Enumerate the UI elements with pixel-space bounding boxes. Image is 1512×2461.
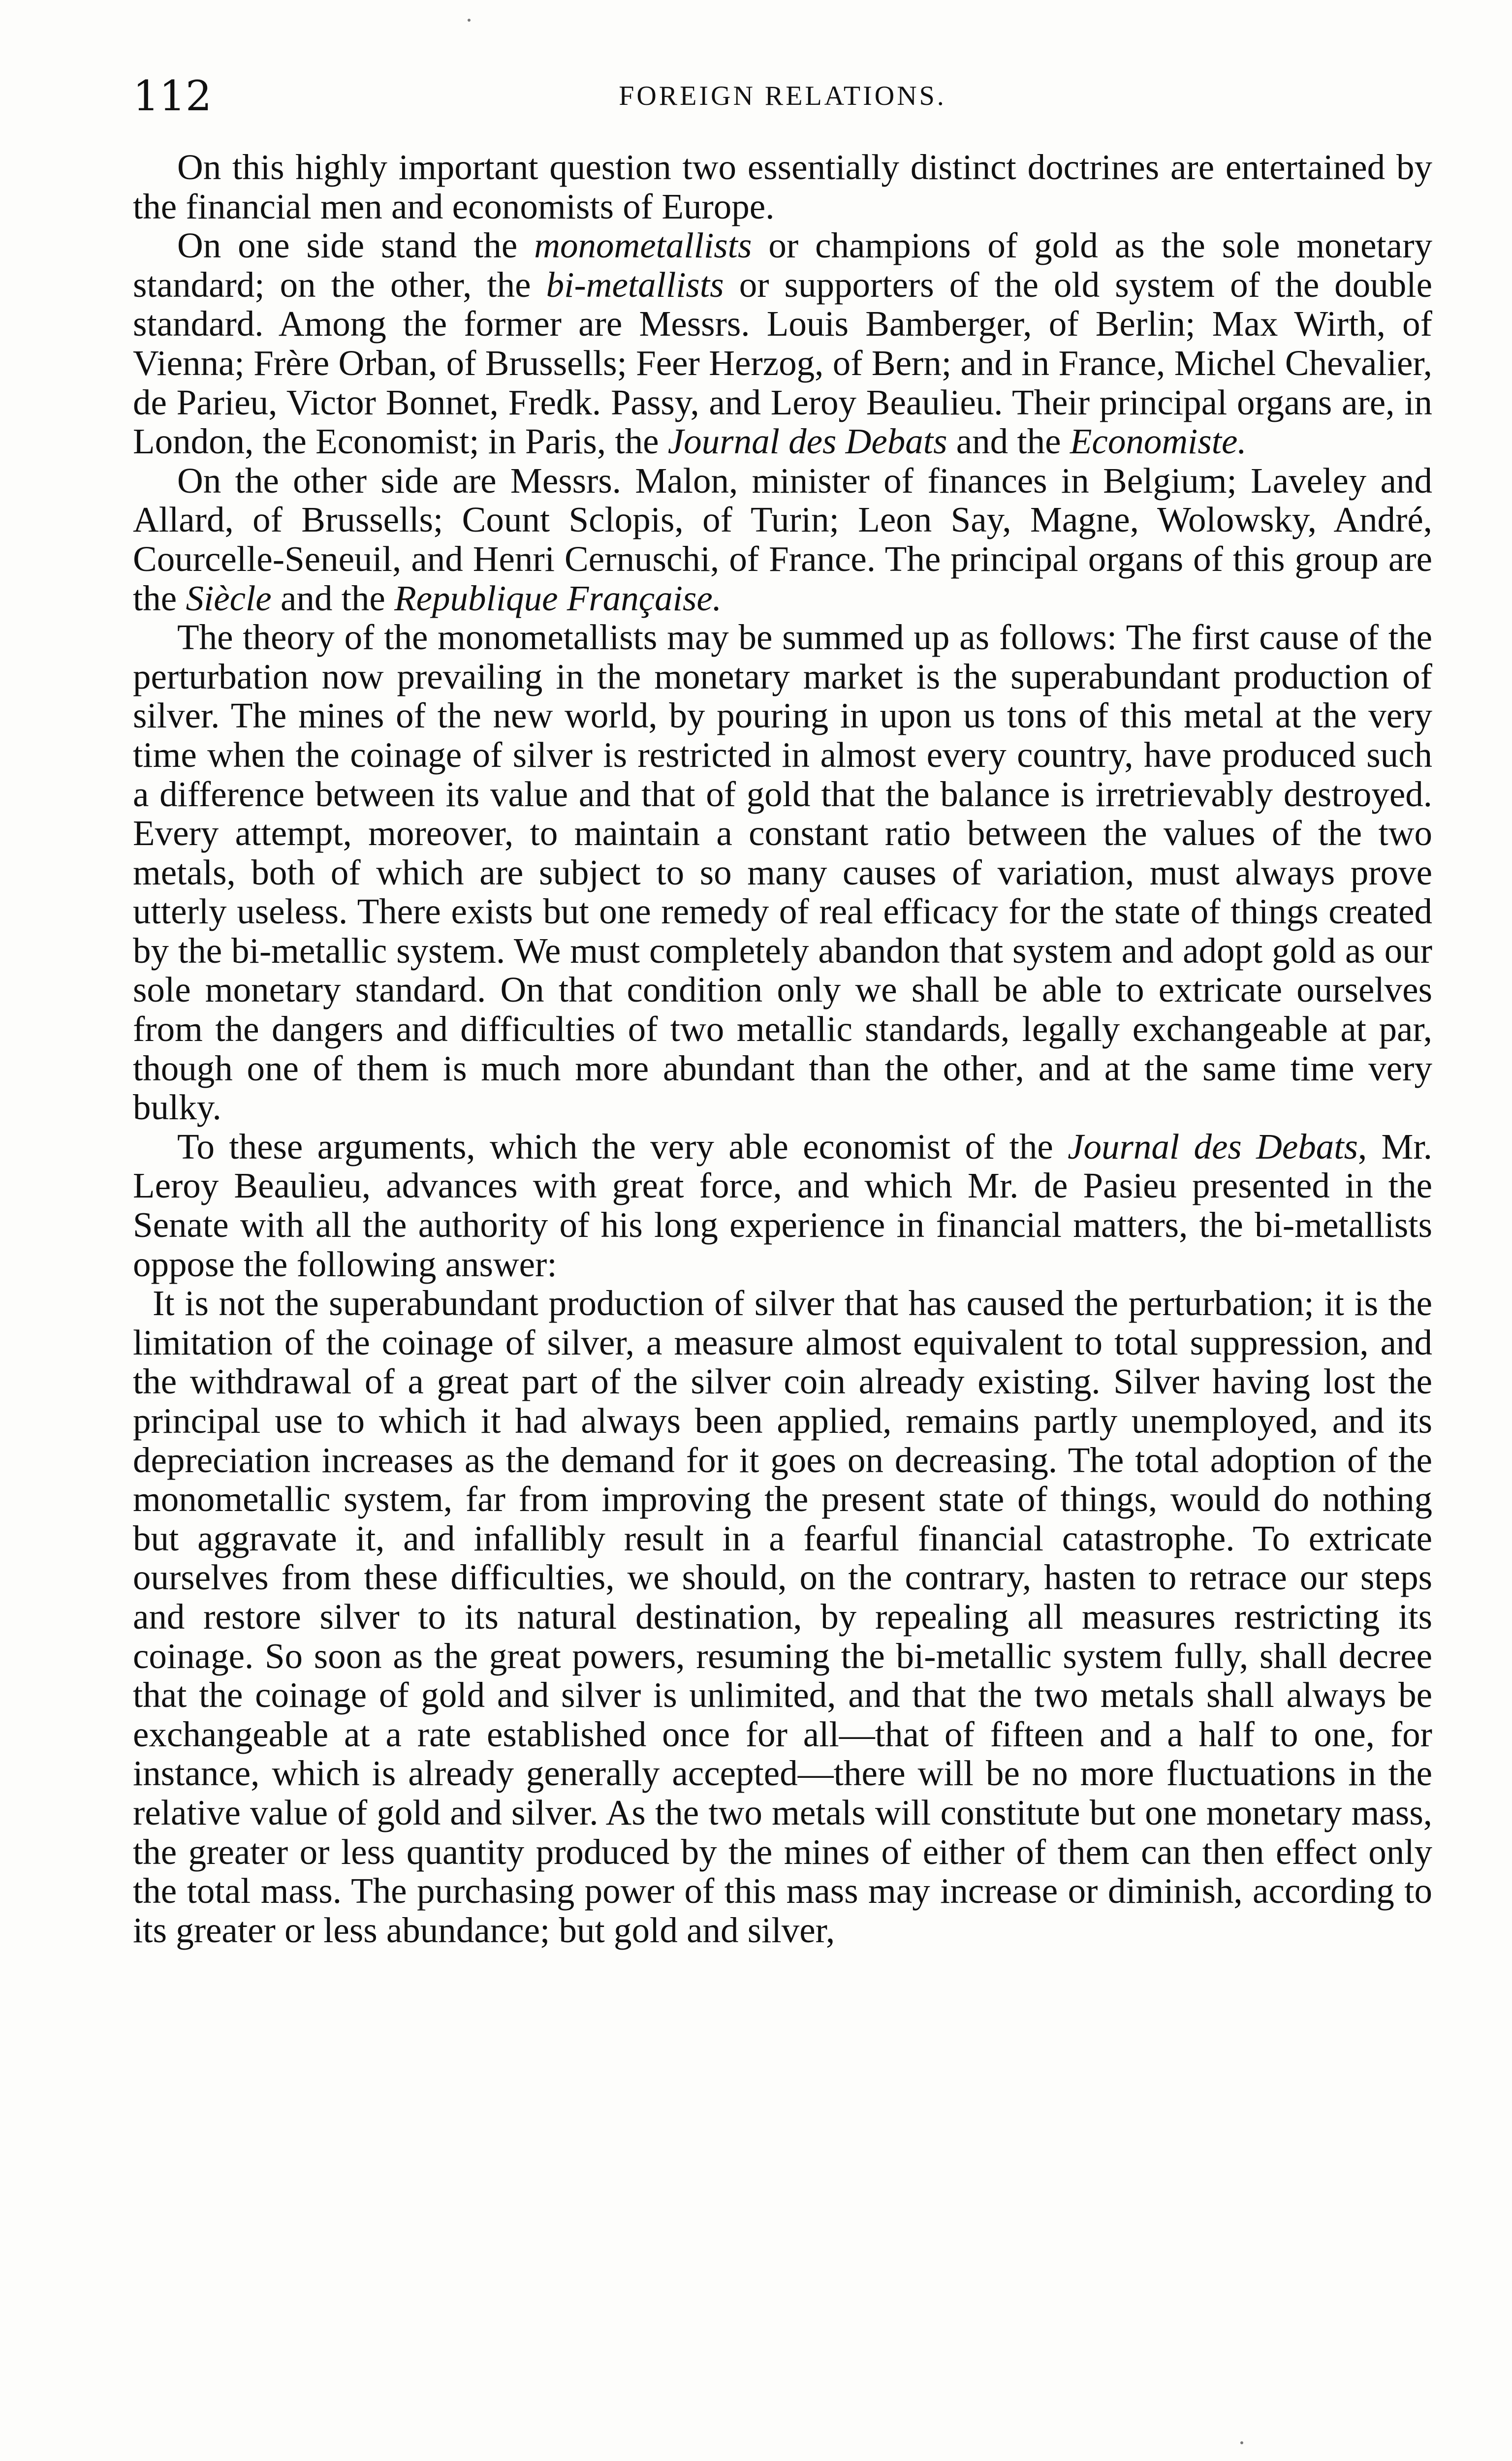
italic-text: Economiste. (1070, 421, 1247, 462)
paragraph (133, 148, 1432, 226)
print-speck (468, 19, 471, 22)
italic-text: Siècle (186, 578, 272, 618)
text-run: and the (271, 578, 395, 618)
text-run: On the other side are Messrs. Malon, minister of finances in Belgium; Laveley and Allard, of Brussells; Count Sclopis, of Turin; Leon Say, Magne, Wolowsky, André, Courcelle-Seneuil, and Henri Cernuschi, of France. The principal organs of this group are the (133, 460, 1432, 618)
paragraph (133, 1284, 1432, 1950)
italic-text: bi-metallists (546, 264, 724, 305)
text-run: On this highly important question two essentially distinct doctrines are entertained by the financial men and economists of Europe. (133, 147, 1432, 226)
paragraph (133, 618, 1432, 1127)
print-speck (1240, 2441, 1243, 2444)
body-text (133, 148, 1432, 1950)
paragraph (133, 226, 1432, 461)
page-number: 112 (133, 72, 212, 120)
text-run: , Mr. Leroy Beaulieu, advances with great force, and which Mr. de Pasieu presented in the Senate with all the authority of his long experience in financial matters, the bi-metallists oppose the following answer: (133, 1126, 1432, 1284)
text-run: The theory of the monometallists may be summed up as follows: The first cause of the perturbation now prevailing in the monetary market is the superabundant production of silver. The mines of the new world, by pouring in upon us tons of this metal at the very time when the coinage of silver is restricted in almost every country, have produced such a difference between its value and that of gold that the balance is irretrievably destroyed. Every attempt, moreover, to maintain a constant ratio between the values of the two metals, both of which are subject to so many causes of variation, must always prove utterly useless. There exists but one remedy of real efficacy for the state of things created by the bi-metallic system. We must completely abandon that system and adopt gold as our sole monetary standard. On that condition only we shall be able to extricate ourselves from the dangers and difficulties of two metallic standards, legally exchangeable at par, though one of them is much more abundant than the other, and at the same time very bulky. (133, 617, 1432, 1128)
text-run: On one side stand the (177, 225, 535, 266)
italic-text: Journal des Debats (1068, 1126, 1358, 1167)
running-title: FOREIGN RELATIONS. (619, 81, 946, 111)
italic-text: Journal des Debats (667, 421, 947, 462)
italic-text: Republique Française. (394, 578, 722, 618)
paragraph (133, 461, 1432, 618)
text-run: or champions of gold as the sole monetary standard; on the other, the (133, 225, 1433, 305)
text-run: It is not the superabundant production of silver that has caused the perturbation; it is the limitation of the coinage of silver, a measure almost equivalent to total suppression, and the withdrawal of a great part of the silver coin already existing. Silver having lost the principal use to which it had always been applied, remains partly unemployed, and its depreciation increases as the demand for it goes on decreasing. The total adoption of the monometallic system, far from improving the present state of things, would do nothing but aggravate it, and infallibly result in a fearful financial catastrophe. To extricate ourselves from these difficulties, we should, on the contrary, hasten to retrace our steps and restore silver to its natural destination, by repealing all measures restricting its coinage. So soon as the great powers, resuming the bi-metallic system fully, shall decree that the coinage of gold and silver is unlimited, and that the two metals shall always be exchangeable at a rate established once for all—that of fifteen and a half to one, for instance, which is already generally accepted—there will be no more fluctuations in the relative value of gold and silver. As the two metals will constitute but one monetary mass, the greater or less quantity produced by the mines of either of them can then effect only the total mass. The purchasing power of this mass may increase or diminish, according to its greater or less abundance; but gold and silver, (133, 1283, 1432, 1950)
text-run: and the (947, 421, 1070, 462)
paragraph (133, 1127, 1432, 1284)
italic-text: monometallists (534, 225, 752, 266)
text-run: To these arguments, which the very able economist of the (177, 1126, 1068, 1167)
page-header (133, 69, 1432, 123)
text-run: or supporters of the old system of the double standard. Among the former are Messrs. Louis Bamberger, of Berlin; Max Wirth, of Vienna; Frère Orban, of Brussells; Feer Herzog, of Bern; and in France, Michel Chevalier, de Parieu, Victor Bonnet, Fredk. Passy, and Leroy Beaulieu. Their principal organs are, in London, the Economist; in Paris, the (133, 264, 1432, 462)
